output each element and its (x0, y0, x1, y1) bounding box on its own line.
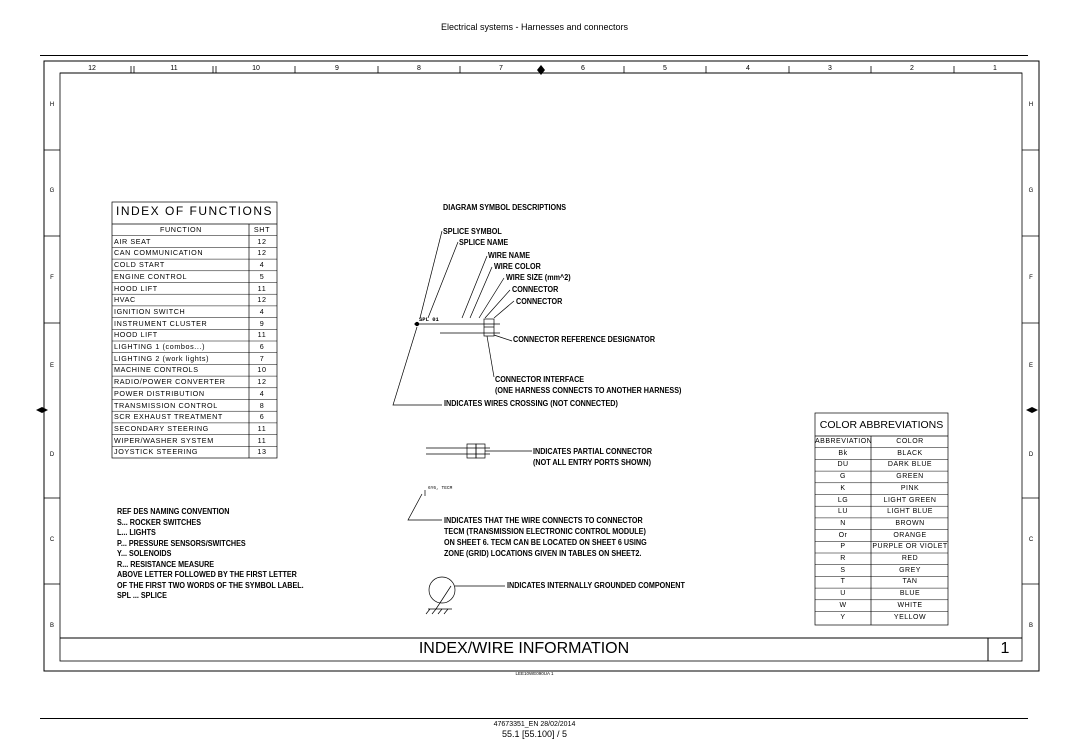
drawing-title: INDEX/WIRE INFORMATION (418, 640, 630, 657)
grid-row-b-right: B (1028, 623, 1033, 629)
wire-size-label: WIRE SIZE (mm^2) (506, 273, 571, 282)
color-row (815, 565, 948, 577)
index-row (113, 388, 276, 400)
sheet-number: 1 (1000, 640, 1010, 657)
index-row (113, 435, 276, 447)
index-function: WIPER/WASHER SYSTEM (114, 435, 214, 445)
splice-name-label: SPLICE NAME (459, 238, 509, 247)
index-sheet: 10 (257, 365, 267, 375)
color-abbr: T (840, 578, 846, 586)
color-row (815, 518, 948, 530)
index-row (113, 294, 276, 306)
splice-tag: SPL 01 (419, 316, 439, 323)
color-abbr: G (840, 473, 846, 481)
index-function: RADIO/POWER CONVERTER (114, 377, 226, 387)
color-row (815, 553, 948, 565)
color-abbr: U (840, 590, 846, 598)
color-abbr: Or (838, 531, 848, 539)
index-sheet: 11 (257, 330, 267, 340)
conn-ref-designator-label: CONNECTOR REFERENCE DESIGNATOR (513, 335, 656, 344)
grid-row-c-left: C (49, 537, 55, 543)
connector-label-2: CONNECTOR (516, 297, 563, 306)
index-sheet: 4 (259, 388, 265, 398)
index-function: CAN COMMUNICATION (114, 248, 204, 258)
index-row (113, 400, 276, 412)
index-sheet: 9 (259, 318, 265, 328)
color-name: GREY (899, 566, 921, 574)
index-row (113, 329, 276, 341)
grid-row-f-left: F (50, 275, 54, 281)
grid-col-6: 6 (581, 65, 585, 72)
index-row (113, 318, 276, 330)
page-header-title: Electrical systems - Harnesses and connectors (440, 22, 629, 32)
grid-col-12: 12 (88, 65, 96, 72)
ref-des-convention (117, 507, 324, 602)
grid-col-7: 7 (499, 65, 503, 72)
wire-name-label: WIRE NAME (488, 251, 531, 260)
index-row (113, 411, 276, 423)
grid-col-1: 1 (993, 65, 997, 72)
color-row (815, 459, 948, 471)
color-abbr: Y (840, 613, 846, 621)
grid-row-d-left: D (49, 452, 55, 458)
grid-row-h-left: H (49, 102, 55, 108)
index-row (113, 446, 276, 458)
grid-row-d-right: D (1028, 452, 1034, 458)
index-sheet: 12 (257, 248, 267, 258)
wire-to-connector-line-4: ZONE (GRID) LOCATIONS GIVEN IN TABLES ON SHEET2. (444, 549, 642, 558)
color-col-color: COLOR (896, 438, 924, 445)
footer-page: 55.1 [55.100] / 5 (501, 729, 568, 739)
color-row (815, 588, 948, 600)
wire-to-connector-line-2: TECM (TRANSMISSION ELECTRONIC CONTROL MODULE) (444, 527, 646, 536)
ref-des-line: R... RESISTANCE MEASURE (117, 559, 215, 569)
index-sheet: 11 (257, 283, 267, 293)
partial-connector-label: INDICATES PARTIAL CONNECTOR (533, 447, 653, 456)
color-abbr: Bk (838, 449, 848, 457)
footer-rule (40, 718, 1028, 719)
ref-des-line: L... LIGHTS (117, 528, 156, 537)
index-function: LIGHTING 1 (combos...) (114, 342, 206, 351)
conn-interface-desc: (ONE HARNESS CONNECTS TO ANOTHER HARNESS) (495, 386, 682, 395)
index-sheet: 7 (259, 353, 265, 363)
wire-color-label: WIRE COLOR (494, 262, 541, 271)
color-name: DARK BLUE (887, 461, 933, 469)
index-col-sheet: SHT (253, 225, 271, 234)
grid-row-c-right: C (1028, 537, 1034, 543)
partial-connector-desc: (NOT ALL ENTRY PORTS SHOWN) (533, 458, 651, 467)
index-sheet: 4 (259, 306, 265, 316)
grid-col-3: 3 (828, 65, 832, 72)
splice-symbol-label: SPLICE SYMBOL (443, 227, 502, 236)
index-sheet: 13 (257, 447, 267, 457)
index-sheet: 11 (257, 423, 267, 433)
color-name: LIGHT GREEN (883, 496, 937, 504)
color-name: RED (901, 555, 919, 562)
color-abbr: R (840, 555, 846, 562)
index-function: SCR EXHAUST TREATMENT (114, 412, 223, 422)
ref-des-line: P... PRESSURE SENSORS/SWITCHES (117, 538, 246, 548)
index-function: JOYSTICK STEERING (114, 447, 199, 457)
color-name: LIGHT BLUE (887, 508, 933, 516)
color-name: WHITE (897, 601, 923, 609)
wires-crossing-label: INDICATES WIRES CROSSING (NOT CONNECTED) (444, 399, 618, 408)
footer-doc-id: 47673351_EN 28/02/2014 (493, 721, 576, 728)
index-sheet: 6 (259, 412, 265, 422)
index-row (113, 247, 276, 259)
color-abbr: LG (837, 496, 849, 504)
color-abbr: S (840, 566, 846, 574)
tecm-tag: 6Y6, TECM (428, 486, 453, 491)
color-abbr: LU (838, 508, 848, 516)
color-name: BLUE (899, 590, 921, 598)
drawing-code: LEE10WE090UA 1 (515, 671, 554, 676)
color-row (815, 471, 948, 483)
index-sheet: 12 (257, 236, 267, 246)
wire-to-connector-line-3: ON SHEET 6. TECM CAN BE LOCATED ON SHEET 6 USING (444, 538, 647, 547)
index-sheet: 4 (259, 260, 265, 270)
grid-row-h-right: H (1028, 102, 1034, 108)
ref-des-line: ABOVE LETTER FOLLOWED BY THE FIRST LETTER (117, 570, 297, 579)
index-sheet: 6 (259, 342, 265, 351)
color-row (815, 612, 948, 624)
index-row (113, 376, 276, 388)
index-of-functions-title: INDEX OF FUNCTIONS (115, 204, 273, 218)
index-function: HOOD LIFT (114, 330, 158, 340)
color-name: BLACK (897, 449, 923, 457)
ref-des-line: SPL ... SPLICE (117, 591, 167, 600)
grid-col-2: 2 (910, 65, 914, 72)
index-row (113, 306, 276, 318)
index-function: LIGHTING 2 (work lights) (114, 353, 210, 363)
ref-des-line: Y... SOLENOIDS (117, 549, 172, 558)
color-row (815, 506, 948, 518)
color-row (815, 448, 948, 460)
index-row (113, 364, 276, 376)
grid-col-11: 11 (170, 65, 178, 72)
wire-to-connector-line-1: INDICATES THAT THE WIRE CONNECTS TO CONNECTOR (444, 516, 643, 525)
index-sheet: 5 (259, 271, 265, 281)
grid-col-10: 10 (252, 65, 260, 72)
color-row (815, 541, 948, 553)
grid-row-e-right: E (1028, 363, 1033, 369)
color-abbr: DU (837, 461, 849, 469)
color-name: BROWN (895, 519, 925, 527)
index-row (113, 283, 276, 295)
index-function: POWER DISTRIBUTION (114, 388, 205, 398)
index-row (113, 236, 276, 248)
index-function: MACHINE CONTROLS (114, 365, 199, 375)
color-row (815, 483, 948, 495)
conn-interface-label: CONNECTOR INTERFACE (495, 375, 585, 384)
index-col-function: FUNCTION (160, 225, 202, 234)
index-function: INSTRUMENT CLUSTER (114, 318, 208, 328)
ref-des-line: OF THE FIRST TWO WORDS OF THE SYMBOL LABEL. (117, 580, 304, 590)
index-row (113, 423, 276, 435)
color-header-row (815, 436, 948, 448)
color-abbr: N (840, 519, 846, 527)
index-header-row (113, 224, 276, 236)
index-sheet: 8 (259, 400, 265, 410)
color-name: GREEN (896, 473, 924, 481)
color-row (815, 495, 948, 507)
grid-col-9: 9 (335, 65, 339, 72)
color-col-abbr: ABBREVIATION (815, 438, 873, 445)
color-abbr: W (839, 601, 847, 609)
connector-label-1: CONNECTOR (512, 285, 559, 294)
color-row (815, 530, 948, 542)
index-function: ENGINE CONTROL (114, 271, 188, 281)
grid-col-8: 8 (417, 65, 421, 72)
index-row (113, 259, 276, 271)
color-abbreviations-title: COLOR ABBREVIATIONS (819, 419, 944, 431)
index-row (113, 341, 276, 353)
color-name: ORANGE (893, 531, 927, 539)
index-function: IGNITION SWITCH (114, 306, 186, 316)
grounded-component-label: INDICATES INTERNALLY GROUNDED COMPONENT (507, 581, 685, 590)
grid-row-b-left: B (49, 623, 54, 629)
ref-des-line: S... ROCKER SWITCHES (117, 517, 202, 527)
index-function: HVAC (114, 295, 136, 305)
index-sheet: 12 (257, 295, 267, 305)
index-function: AIR SEAT (114, 236, 152, 246)
index-function: COLD START (114, 260, 165, 270)
color-name: YELLOW (893, 613, 927, 621)
grid-col-4: 4 (746, 65, 750, 72)
grid-row-g-right: G (1028, 188, 1034, 194)
index-row (113, 271, 276, 283)
color-name: PURPLE OR VIOLET (872, 543, 948, 551)
index-sheet: 12 (257, 377, 267, 387)
color-abbr: P (840, 543, 846, 551)
index-function: HOOD LIFT (114, 283, 158, 293)
grid-row-g-left: G (49, 188, 55, 194)
diagram-symbols-title: DIAGRAM SYMBOL DESCRIPTIONS (443, 203, 567, 212)
color-row (815, 600, 948, 612)
index-row (113, 353, 276, 365)
grid-col-5: 5 (663, 65, 667, 72)
color-row (815, 576, 948, 588)
index-function: SECONDARY STEERING (114, 423, 209, 433)
color-name: PINK (900, 484, 920, 492)
index-function: TRANSMISSION CONTROL (114, 400, 218, 410)
grid-row-f-right: F (1029, 275, 1033, 281)
color-name: TAN (902, 578, 918, 586)
index-sheet: 11 (257, 435, 267, 445)
ref-des-line: REF DES NAMING CONVENTION (117, 507, 230, 516)
grid-row-e-left: E (49, 363, 54, 369)
color-abbr: K (840, 484, 846, 492)
